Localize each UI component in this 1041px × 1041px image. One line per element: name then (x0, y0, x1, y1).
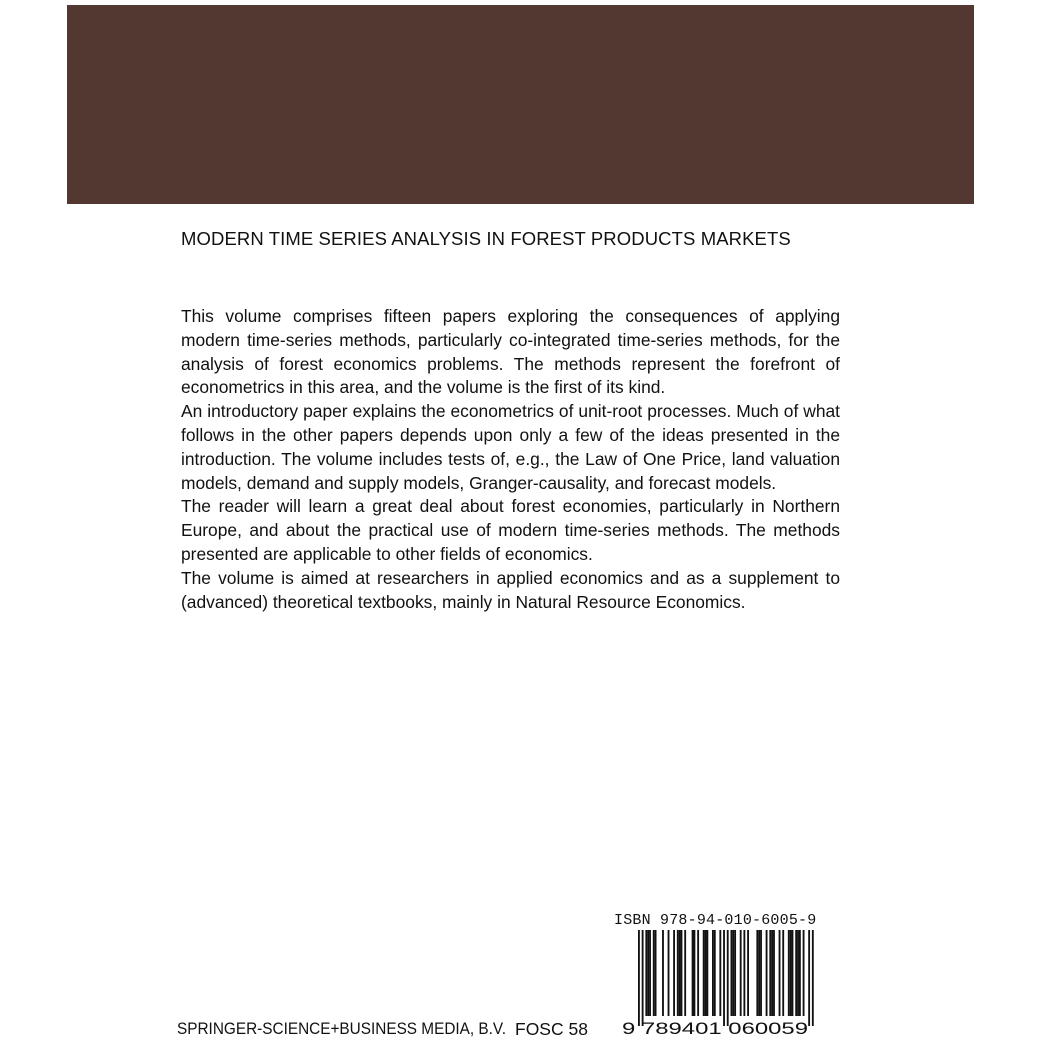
description (181, 305, 840, 614)
barcode-bar (773, 930, 775, 1016)
barcode-bar (712, 930, 714, 1016)
barcode-bar (677, 930, 679, 1016)
publisher-name: SPRINGER-SCIENCE+BUSINESS MEDIA, B.V. (177, 1020, 507, 1038)
barcode-bar (692, 930, 694, 1016)
barcode-bar (714, 930, 716, 1016)
barcode-bar (808, 930, 810, 1026)
barcode-bar (681, 930, 683, 1016)
barcode-bar (792, 930, 794, 1016)
isbn-barcode (622, 930, 816, 1038)
description-paragraph: An introductory paper explains the econometrics of unit-root processes. Much of what follows in the other papers depends upon only a few of the ideas presented in the introduction. The volume includes tests of, e.g., the Law of One Price, land valuation models, demand and supply models, Granger-causality, and forecast models. (181, 401, 840, 493)
barcode-bar (779, 930, 781, 1016)
barcode-bar (769, 930, 771, 1016)
barcode-bar (790, 930, 792, 1016)
barcode-digits: 9 789401 060059 (622, 1019, 808, 1038)
description-paragraph: This volume comprises fifteen papers exploring the consequences of applying modern time-series methods, particularly co-integrated time-series methods, for the analysis of forest economics problems. The methods represent the forefront of econometrics in this area, and the volume is the first of its kind. (181, 306, 840, 398)
barcode-bar (756, 930, 758, 1016)
barcode-bar (743, 930, 745, 1016)
barcode-bar (706, 930, 708, 1016)
barcode-bar (655, 930, 657, 1016)
cover-color-band (67, 5, 974, 204)
barcode-bar (668, 930, 670, 1016)
book-title: MODERN TIME SERIES ANALYSIS IN FOREST PRODUCTS MARKETS (181, 228, 791, 249)
barcode-bar (727, 930, 729, 1026)
barcode-bar (732, 930, 734, 1016)
barcode-bar (679, 930, 681, 1016)
barcode-bar (694, 930, 696, 1016)
isbn-label: ISBN 978-94-010-6005-9 (614, 912, 817, 929)
barcode-bar (723, 930, 725, 1026)
barcode-bar (797, 930, 799, 1016)
barcode-bar (760, 930, 762, 1016)
barcode-bar (803, 930, 805, 1016)
barcode-bar (812, 930, 814, 1026)
barcode-bar (766, 930, 768, 1016)
barcode-bar (788, 930, 790, 1016)
barcode-bar (705, 930, 707, 1016)
barcode-bar (645, 930, 647, 1016)
barcode-bar (642, 930, 644, 1026)
barcode-bar (734, 930, 736, 1016)
barcode-bar (782, 930, 784, 1016)
barcode-bar (684, 930, 686, 1016)
barcode-bar (771, 930, 773, 1016)
barcode-bar (719, 930, 721, 1016)
barcode-bar (638, 930, 640, 1026)
description-paragraph: The volume is aimed at researchers in applied economics and as a supplement to (advanced) theoretical textbooks, mainly in Natural Resource Economics. (181, 567, 840, 612)
series-code: FOSC 58 (515, 1019, 588, 1039)
barcode-bar (740, 930, 742, 1016)
barcode-bar (731, 930, 733, 1016)
barcode-bar (799, 930, 801, 1016)
barcode-bar (662, 930, 664, 1016)
barcode-bar (795, 930, 797, 1016)
barcode-bar (758, 930, 760, 1016)
barcode-bar (703, 930, 705, 1016)
barcode-bar (747, 930, 749, 1016)
barcode-bar (697, 930, 699, 1016)
barcode-bar (649, 930, 651, 1016)
barcode-bar (673, 930, 675, 1016)
barcode-bar (647, 930, 649, 1016)
description-paragraph: The reader will learn a great deal about forest economies, particularly in Northern Europe, and about the practical use of modern time-series methods. The methods presented are applicable to other fields of economics. (181, 496, 840, 564)
barcode-bar (653, 930, 655, 1016)
barcode-bars (638, 930, 814, 1026)
